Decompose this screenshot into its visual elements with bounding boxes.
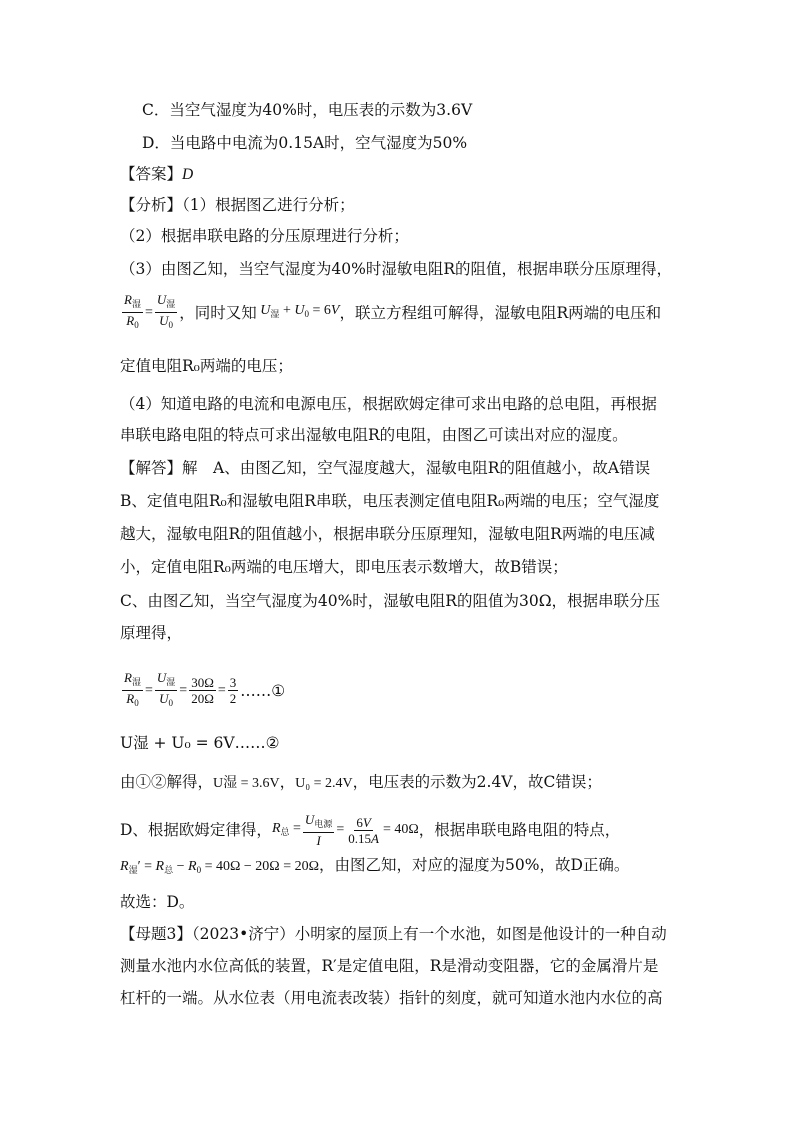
solution-c3-pre: 由①②解得， xyxy=(120,773,214,791)
solution-d1-post: ，根据串联电路电阻的特点， xyxy=(418,821,621,839)
solution-d2 xyxy=(120,854,690,881)
analysis-3: （3）由图乙知，当空气湿度为40%时湿敏电阻R的阻值，根据串联分压原理得， xyxy=(120,260,672,278)
solution-c3-post: ，电压表的示数为2.4V，故C错误； xyxy=(352,773,602,791)
analysis-4b: 串联电路电阻的特点可求出湿敏电阻R的电阻，由图乙可读出对应的湿度。 xyxy=(120,426,628,444)
solution-d1-pre: D、根据欧姆定律得， xyxy=(120,821,272,839)
solution-c2: 原理得， xyxy=(120,624,183,642)
analysis-3b-end: ，联立方程组可解得，湿敏电阻R两端的电压和 xyxy=(339,303,662,322)
equation-1: $\frac{R_湿}{R_0}$ = $\frac{U_湿}{U_0}$ = $\frac{30\Omega}{20\Omega}$ = $\frac{3}{2}$ ……① xyxy=(120,670,285,711)
fraction-r-ratio: $\frac{R_湿}{R_0}$ xyxy=(124,292,141,330)
answer-value: D xyxy=(182,166,194,183)
eq1-ohm-ratio: $\frac{30\Omega}{20\Omega}$ xyxy=(191,675,214,706)
solution-d2-post: ，由图乙知，对应的湿度为50%，故D正确。 xyxy=(319,856,630,874)
solution-b2: 越大，湿敏电阻R的阻值越小，根据串联分压原理知，湿敏电阻R两端的电压减 xyxy=(120,525,655,543)
option-c: C．当空气湿度为40%时，电压表的示数为3.6V xyxy=(142,101,473,119)
u-humid-value: U湿 = 3.6V xyxy=(213,776,280,791)
solution-a: 解 A、由图乙知，空气湿度越大，湿敏电阻R的阻值越小，故A错误 xyxy=(182,459,651,477)
analysis-2: （2）根据串联电路的分压原理进行分析； xyxy=(120,227,409,245)
eq1-tail: ……① xyxy=(240,681,286,700)
analysis-3c: 定值电阻R₀两端的电压； xyxy=(120,357,293,375)
solution-line-a xyxy=(120,457,690,479)
solution-label: 【解答】 xyxy=(120,459,183,477)
conclusion: 故选：D。 xyxy=(120,893,195,911)
solution-d1: D、根据欧姆定律得， $R_总$ = $\frac{U_{电源}}{I}$ = $\frac{6V}{0.15A}$ = 40Ω ，根据串联电路电阻的特点， xyxy=(120,812,621,848)
next-1: （2023•济宁）小明家的屋顶上有一个水池，如图是他设计的一种自动 xyxy=(191,925,667,943)
solution-b1: B、定值电阻R₀和湿敏电阻R串联，电压表测定值电阻R₀两端的电压；空气湿度 xyxy=(120,492,660,510)
option-d: D．当电路中电流为0.15A时，空气湿度为50% xyxy=(142,134,468,152)
sum-equation: $U_湿 + U_0 = 6V$ xyxy=(260,303,340,319)
eq1-u-ratio: $\frac{U_湿}{U_0}$ xyxy=(156,670,176,708)
analysis-line-1 xyxy=(120,194,690,216)
solution-c3: 由①②解得，U湿 = 3.6V，U₀ = 2.4V，电压表的示数为2.4V，故C错误； xyxy=(120,773,602,791)
next-problem-line-3: 杠杆的一端。从水位表（用电流表改装）指针的刻度，就可知道水池内水位的高 xyxy=(120,989,663,1007)
next-problem-line-1 xyxy=(120,923,690,945)
answer-line xyxy=(120,163,690,186)
analysis-label: 【分析】 xyxy=(120,196,183,214)
fraction-u-ratio: $\frac{U_湿}{U_0}$ xyxy=(156,292,176,330)
next-problem-line-2: 测量水池内水位高低的装置，R′是定值电阻，R是滑动变阻器，它的金属滑片是 xyxy=(120,957,659,975)
analysis-3b-mid: ，同时又知 xyxy=(179,303,257,322)
solution-b3: 小，定值电阻R₀两端的电压增大，即电压表示数增大，故B错误； xyxy=(120,558,568,576)
u0-value: U₀ = 2.4V xyxy=(295,776,353,791)
d1-values: $\frac{6V}{0.15A}$ xyxy=(348,814,379,846)
next-label: 【母题3】 xyxy=(120,925,192,943)
answer-label: 【答案】 xyxy=(120,165,183,183)
solution-c1: C、由图乙知，当空气湿度为40%时，湿敏电阻R的阻值为30Ω，根据串联分压 xyxy=(120,592,661,610)
analysis-4a: （4）知道电路的电流和电源电压，根据欧姆定律可求出电路的总电阻，再根据 xyxy=(120,395,657,413)
analysis-3-equation: $\frac{R_湿}{R_0}$ = $\frac{U_湿}{U_0}$ ，同时又知 $U_湿 + U_0 = 6V$ ，联立方程组可解得，湿敏电阻R两端的电压和 xyxy=(120,292,661,333)
d1-ohm-law: $\frac{U_{电源}}{I}$ xyxy=(304,812,333,848)
eq1-result: $\frac{3}{2}$ xyxy=(229,675,237,706)
d2-equation: $R_湿' = R_总 - R_0 = 40\Omega - 20\Omega = 20\Omega$ xyxy=(120,859,319,875)
equation-2: U湿 + U₀ = 6V……② xyxy=(120,734,280,752)
eq1-r-ratio: $\frac{R_湿}{R_0}$ xyxy=(124,670,141,708)
analysis-1: （1）根据图乙进行分析； xyxy=(182,196,355,214)
